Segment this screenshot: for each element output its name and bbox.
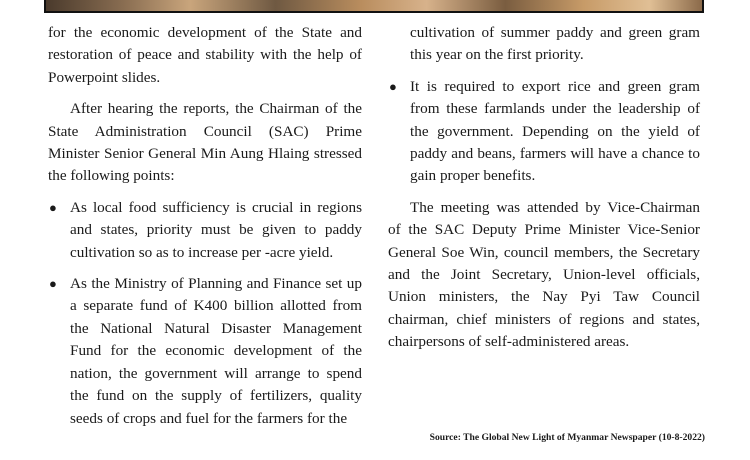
list-item xyxy=(48,273,362,430)
news-photo xyxy=(44,0,704,13)
list-item xyxy=(388,76,700,188)
paragraph-chairman: After hearing the reports, the Chairman of the State Administration Council (SAC) Prime Minister Senior General Min Aung Hlaing stressed the following points: xyxy=(48,100,362,185)
paragraph-attendance: The meeting was attended by Vice-Chairman of the SAC Deputy Prime Minister Vice-Senior General Soe Win, council members, the Secretary and the Joint Secretary, Union-level officials, Union ministers, the Nay Pyi Taw Council chairman, chief ministers of regions and states, chairpersons of self-administered areas. xyxy=(388,198,700,351)
paragraph-continued: for the economic development of the State and restoration of peace and stability with the help of Powerpoint slides. xyxy=(48,24,362,86)
list-item-text: As the Ministry of Planning and Finance set up a separate fund of K400 billion allotted from the National Natural Disaster Management Fund for the economic development of the nation, the government will arrange to spend the fund on the supply of fertilizers, quality seeds of crops and fuel for the farmers for the xyxy=(70,275,362,427)
bullet-icon: ● xyxy=(49,276,57,292)
bullet-list-right xyxy=(388,22,700,188)
list-item-continued xyxy=(388,22,700,67)
left-column xyxy=(48,22,362,430)
list-item-text: It is required to export rice and green gram from these farmlands under the leadership of the government. Depending on the yield of paddy and beans, farmers will have a chance to gain proper benefits. xyxy=(410,77,700,185)
bullet-icon: ● xyxy=(389,78,397,94)
list-item-text: As local food sufficiency is crucial in regions and states, priority must be given to paddy cultivation so as to increase per -acre yield. xyxy=(70,198,362,261)
list-item-text: cultivation of summer paddy and green gram this year on the first priority. xyxy=(410,24,700,64)
source-credit: Source: The Global New Light of Myanmar Newspaper (10-8-2022) xyxy=(429,432,705,443)
bullet-icon: ● xyxy=(49,199,57,215)
right-column xyxy=(388,22,700,354)
bullet-list-left xyxy=(48,197,362,430)
list-item xyxy=(48,197,362,264)
